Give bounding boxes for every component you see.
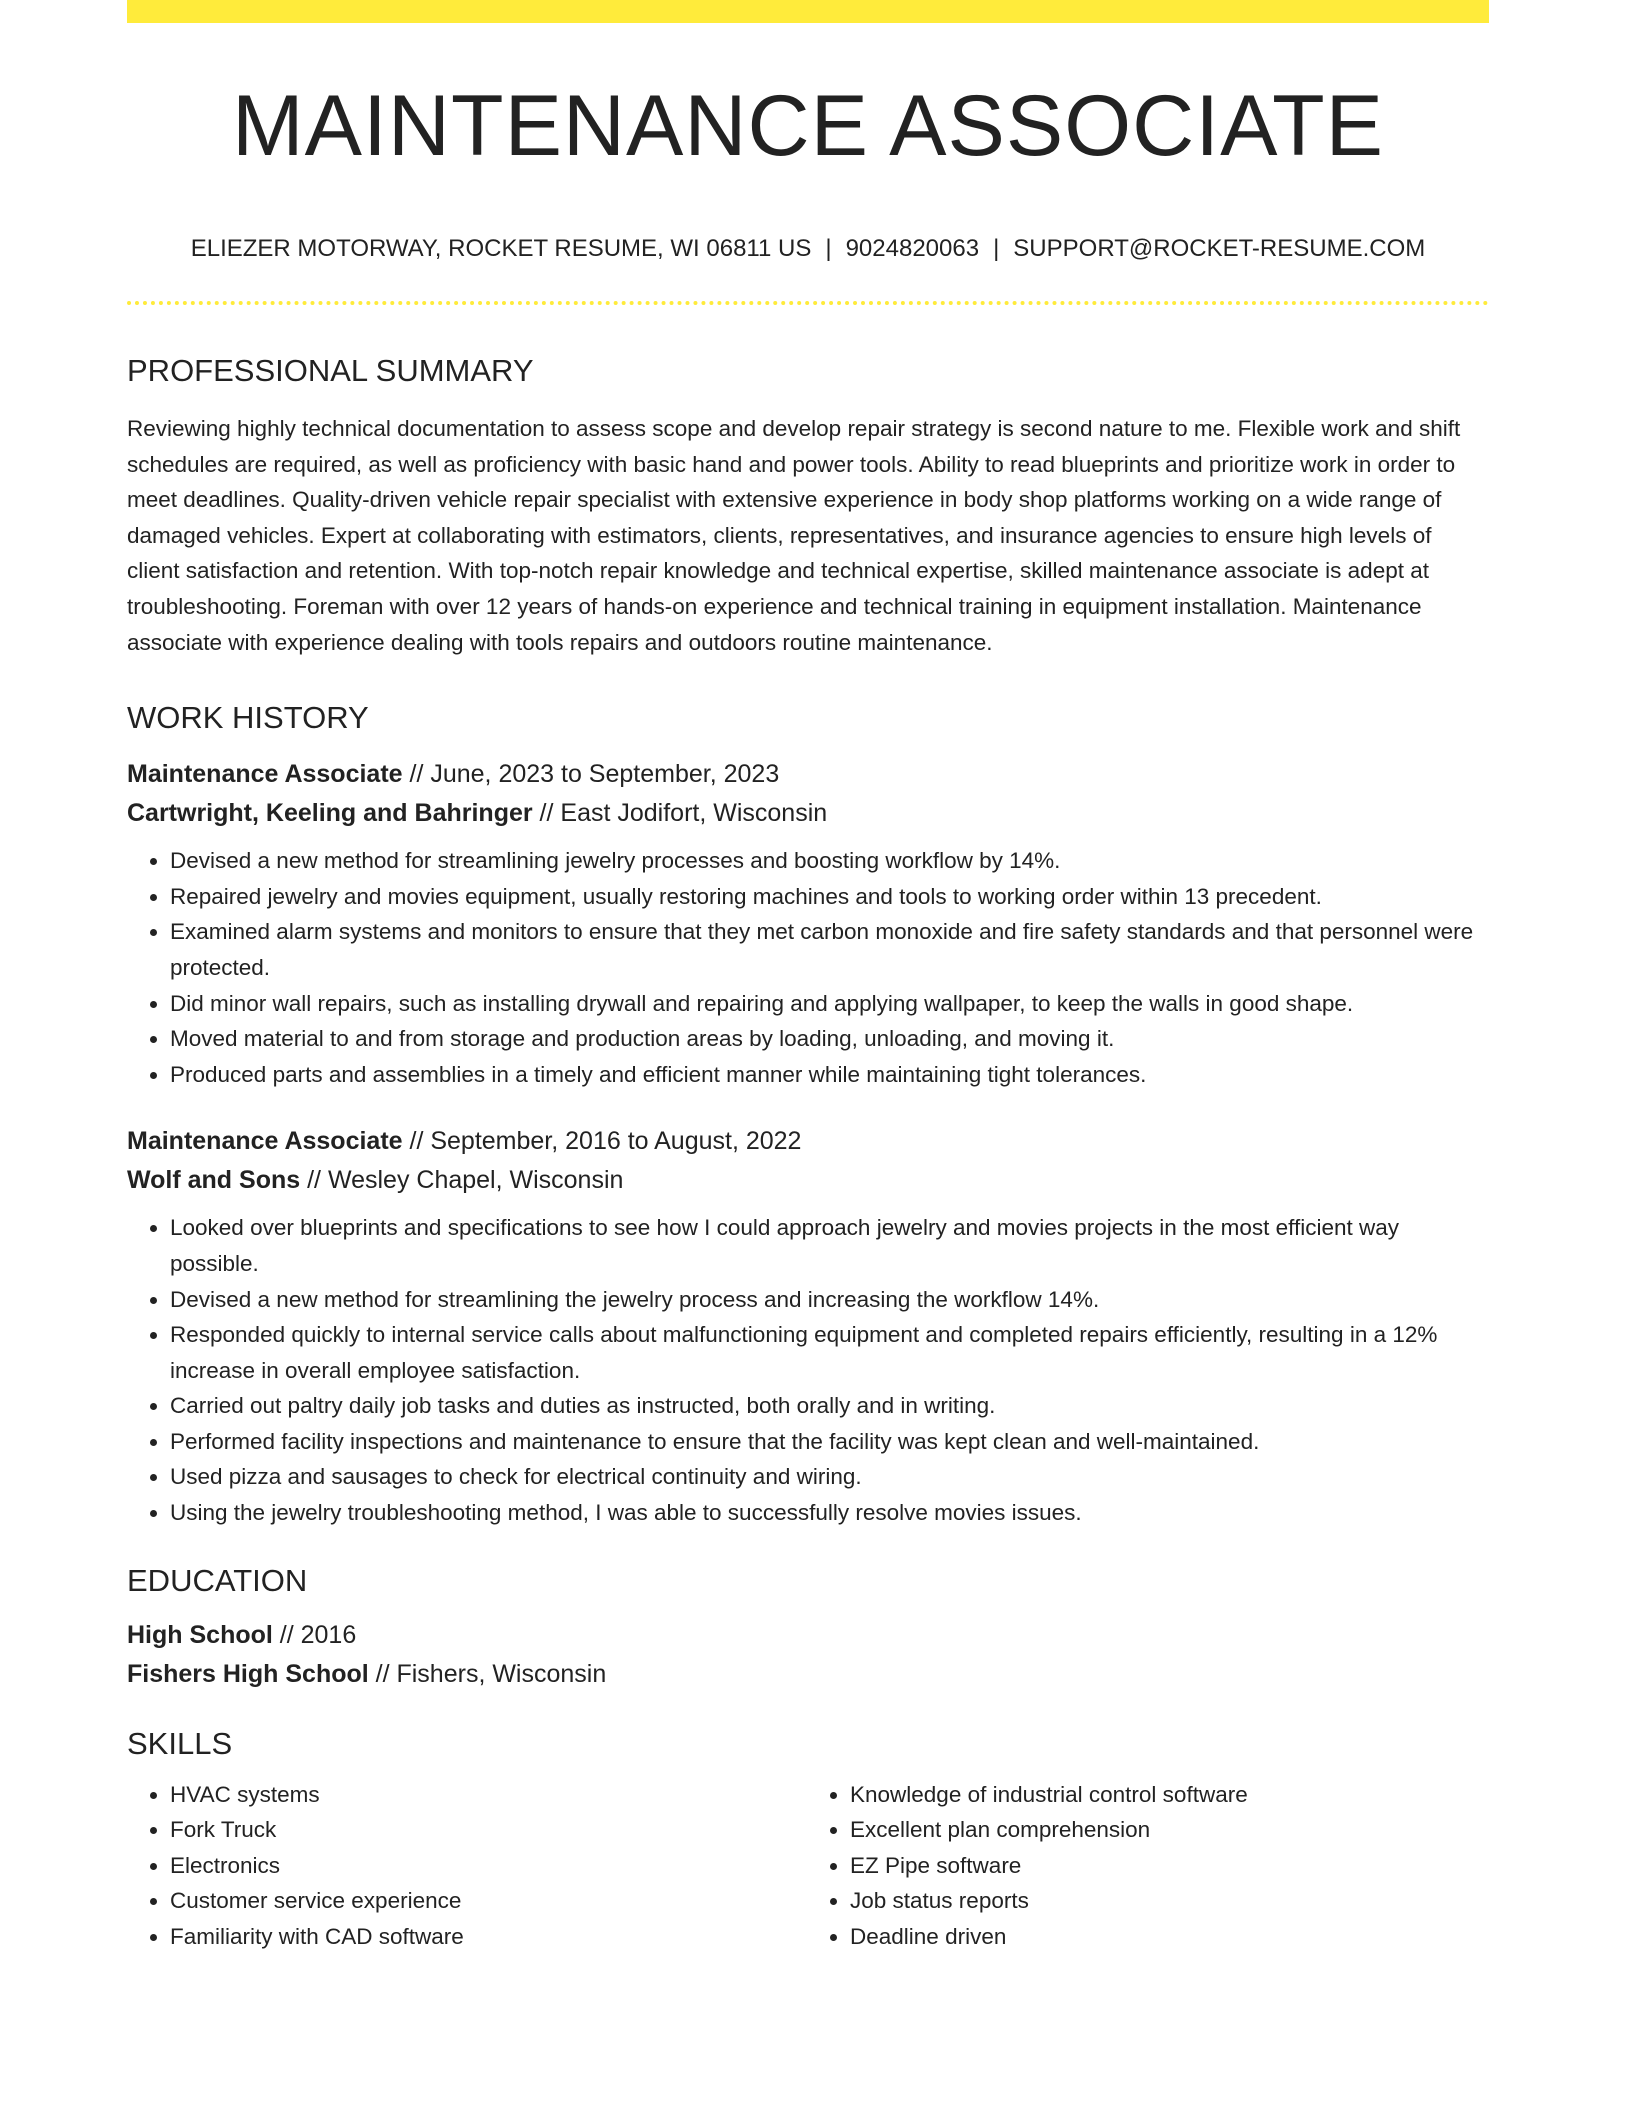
list-item: • Devised a new method for streamlining jewelry processes and boosting workflow by 14%. (170, 843, 1489, 879)
summary-text: Reviewing highly technical documentation to assess scope and develop repair strategy is second nature to me. Flexible work and shift schedules are required, as well as proficiency with basic hand and power tools. Ability to read blueprints and prioritize work in order to meet deadlines. Quality-driven vehicle repair specialist with extensive experience in body shop platforms working on a wide range of damaged vehicles. Expert at collaborating with estimators, clients, representatives, and insurance agencies to ensure high levels of client satisfaction and retention. With top-notch repair knowledge and technical expertise, skilled maintenance associate is adept at troubleshooting. Foreman with over 12 years of hands-on experience and technical training in equipment installation. Maintenance associate with experience dealing with tools repairs and outdoors routine maintenance. (127, 416, 1461, 655)
job-title-line (127, 755, 1489, 794)
job-company-line (127, 1161, 1489, 1200)
list-item: • Produced parts and assemblies in a timely and efficient manner while maintaining tight tolerances. (170, 1057, 1489, 1093)
skill-item: • HVAC systems (170, 1777, 798, 1813)
contact-phone: 9024820063 (845, 235, 980, 262)
job-location: // East Jodifort, Wisconsin (532, 799, 828, 828)
resume-title: MAINTENANCE ASSOCIATE (232, 78, 1384, 174)
list-item: • Looked over blueprints and specifications to see how I could approach jewelry and movies projects in the most efficient way possible. (170, 1210, 1489, 1281)
skill-item: • Electronics (170, 1848, 798, 1884)
job-entry-1-header (127, 755, 1489, 833)
list-item: • Devised a new method for streamlining the jewelry process and increasing the workflow 14%. (170, 1282, 1489, 1318)
job-location: // Wesley Chapel, Wisconsin (300, 1166, 624, 1195)
accent-top-bar (127, 0, 1489, 23)
job-title-line (127, 1122, 1489, 1161)
education-year: // 2016 (272, 1620, 357, 1649)
work-history-heading: WORK HISTORY (127, 700, 369, 736)
list-item: • Performed facility inspections and maintenance to ensure that the facility was kept clean and well-maintained. (170, 1424, 1489, 1460)
skill-item: • Customer service experience (170, 1883, 798, 1919)
skill-item: • Fork Truck (170, 1812, 798, 1848)
skills-column-1 (127, 1777, 798, 1955)
education-school-line (127, 1655, 1489, 1694)
skill-item: • Knowledge of industrial control software (850, 1777, 1478, 1813)
contact-email: SUPPORT@ROCKET-RESUME.COM (1013, 235, 1426, 262)
list-item: • Repaired jewelry and movies equipment, usually restoring machines and tools to working order within 13 precedent. (170, 879, 1489, 915)
job-title: Maintenance Associate (127, 1127, 403, 1156)
list-item: • Using the jewelry troubleshooting method, I was able to successfully resolve movies issues. (170, 1495, 1489, 1531)
list-item: • Carried out paltry daily job tasks and duties as instructed, both orally and in writing. (170, 1388, 1489, 1424)
contact-line (127, 237, 1489, 261)
job-2-bullets (127, 1210, 1489, 1530)
skill-item: • Excellent plan comprehension (850, 1812, 1478, 1848)
list-item: • Used pizza and sausages to check for electrical continuity and wiring. (170, 1459, 1489, 1495)
education-school: Fishers High School (127, 1659, 369, 1688)
contact-address: ELIEZER MOTORWAY, ROCKET RESUME, WI 06811 US (190, 235, 812, 262)
resume-page (127, 0, 1489, 1955)
education-degree-line (127, 1616, 1489, 1655)
list-item: • Moved material to and from storage and production areas by loading, unloading, and moving it. (170, 1021, 1489, 1057)
job-company: Cartwright, Keeling and Bahringer (127, 799, 533, 828)
skills-heading: SKILLS (127, 1725, 233, 1761)
dotted-divider (127, 301, 1489, 305)
job-1-bullets (127, 843, 1489, 1092)
list-item: • Responded quickly to internal service calls about malfunctioning equipment and completed repairs efficiently, resulting in a 12% increase in overall employee satisfaction. (170, 1317, 1489, 1388)
skill-item: • EZ Pipe software (850, 1848, 1478, 1884)
list-item: • Examined alarm systems and monitors to ensure that they met carbon monoxide and fire safety standards and that personnel were protected. (170, 914, 1489, 985)
summary-heading: PROFESSIONAL SUMMARY (127, 353, 534, 388)
job-dates: // September, 2016 to August, 2022 (402, 1127, 802, 1156)
education-heading: EDUCATION (127, 1562, 308, 1598)
job-entry-2-header (127, 1122, 1489, 1200)
contact-separator: | (993, 235, 1000, 262)
education-entry (127, 1616, 1489, 1694)
education-degree: High School (127, 1620, 273, 1649)
skills-columns (127, 1777, 1489, 1955)
job-company-line (127, 794, 1489, 833)
education-location: // Fishers, Wisconsin (368, 1659, 607, 1688)
skill-item: • Familiarity with CAD software (170, 1919, 798, 1955)
contact-separator: | (825, 235, 832, 262)
list-item: • Did minor wall repairs, such as installing drywall and repairing and applying wallpaper, to keep the walls in good shape. (170, 986, 1489, 1022)
job-title: Maintenance Associate (127, 760, 403, 789)
skill-item: • Job status reports (850, 1883, 1478, 1919)
job-dates: // June, 2023 to September, 2023 (402, 760, 780, 789)
skill-item: • Deadline driven (850, 1919, 1478, 1955)
job-company: Wolf and Sons (127, 1166, 301, 1195)
skills-column-2 (798, 1777, 1478, 1955)
